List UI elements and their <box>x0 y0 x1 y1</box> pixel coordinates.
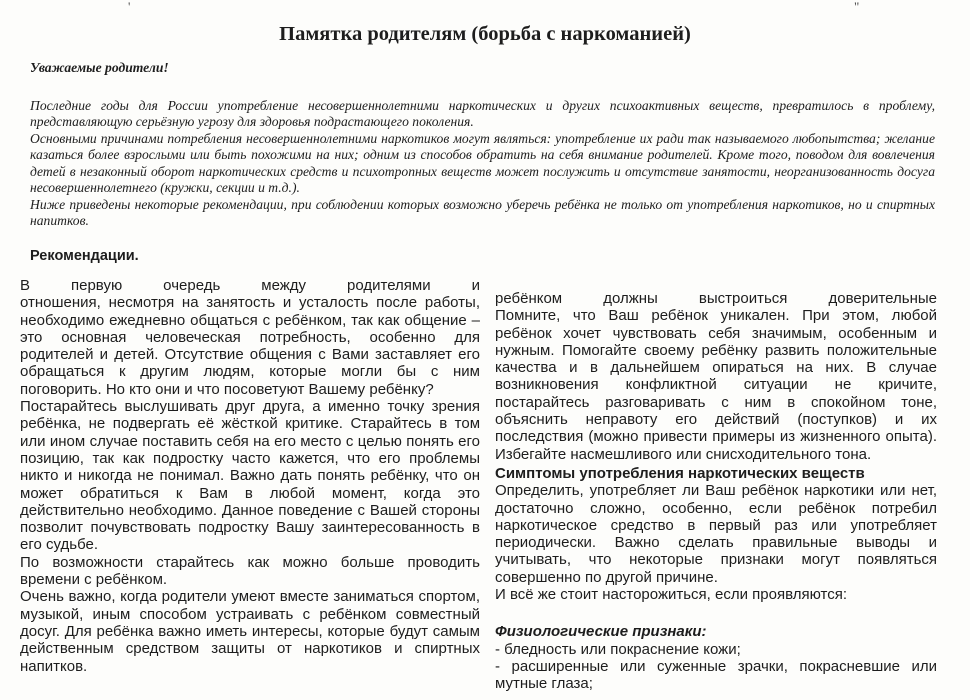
page-title: Памятка родителям (борьба с наркоманией) <box>279 23 691 45</box>
right-column <box>495 290 937 693</box>
intro-paragraph: Основными причинами потребления несовершеннолетними наркотиков могут являться: употребление их ради так называемого любопытства; желание казаться более взрослыми или быть похожими на них; одним из способов обратить на себя внимание родителей. Кроме того, поводом для вовлечения детей в незаконный оборот наркотических средств и психотропных веществ может послужить и отсутствие занятости, неорганизованность досуга несовершеннолетнего (кружки, секции и т.д.). <box>30 130 935 195</box>
left-paragraph: Очень важно, когда родители умеют вместе заниматься спортом, музыкой, иным способом устраивать с ребёнком совместный досуг. Для ребёнка важно иметь интересы, которые будут самым действенным средством защиты от наркотиков и спиртных напитков. <box>20 588 480 675</box>
alert-line: И всё же стоит насторожиться, если проявляются: <box>495 586 847 604</box>
corner-mark-left: ' <box>128 0 131 14</box>
left-paragraph: Постарайтесь выслушивать друг друга, а именно точку зрения ребёнка, не подвергать её жёсткой критике. Старайтесь в том или ином случае поставить себя на его место с целью понять его позицию, так как подростку часто кажется, что его проблемы никто и никогда не понимал. Важно дать понять ребёнку, что он может обратиться к Вам в любой момент, когда это действительно необходимо. Данное поведение с Вашей стороны позволит почувствовать подростку Вашу заинтересованность в его судьбе. <box>20 398 480 554</box>
left-lead-line: В первую очередь между родителями и <box>20 277 480 294</box>
recommendations-heading: Рекомендации. <box>30 248 139 264</box>
greeting: Уважаемые родители! <box>30 60 169 75</box>
corner-mark-right: " <box>854 0 860 14</box>
symptoms-paragraph: Определить, употребляет ли Ваш ребёнок наркотики или нет, достаточно сложно, особенно, если ребёнок потребил наркотическое средство в первый раз или употребляет периодически. Важно сделать правильные выводы и учитывать, что некоторые признаки могут появляться совершенно по другой причине. <box>495 482 937 586</box>
symptoms-heading: Симптомы употребления наркотических веществ <box>495 464 865 482</box>
left-paragraph: отношения, несмотря на занятость и усталость после работы, необходимо ежедневно общаться с ребёнком, так как общение – это основная человеческая потребность, особенно для родителей и детей. Отсутствие общения с Вами заставляет его обращаться к другим людям, которые могли бы с ним поговорить. Но кто они и что посоветуют Вашему ребёнку? <box>20 294 480 398</box>
right-lead-line: ребёнком должны выстроиться доверительные <box>495 290 937 307</box>
intro-section <box>30 60 935 230</box>
right-paragraph: Помните, что Ваш ребёнок уникален. При этом, любой ребёнок хочет чувствовать себя значимым, особенным и нужным. Помогайте своему ребёнку развить положительные качества и в дальнейшем опираться на них. В случае возникновения конфликтной ситуации не кричите, постарайтесь разговаривать с ним в спокойном тоне, объяснить неправоту его действий (поступков) и их последствия (можно привести примеры из жизненного опыта). Избегайте насмешливого или снисходительного тона. <box>495 307 937 463</box>
left-paragraph: По возможности старайтесь как можно больше проводить времени с ребёнком. <box>20 553 480 589</box>
left-column <box>20 277 480 675</box>
physio-item: - бледность или покраснение кожи; <box>495 640 741 658</box>
physio-item: - расширенные или суженные зрачки, покрасневшие или мутные глаза; <box>495 657 937 693</box>
physio-heading: Физиологические признаки: <box>495 623 707 641</box>
intro-paragraph: Последние годы для России употребление несовершеннолетними наркотических и других психоактивных веществ, превратилось в проблему, представляющую серьёзную угрозу для здоровья подрастающего поколения. <box>30 97 935 129</box>
intro-paragraph: Ниже приведены некоторые рекомендации, при соблюдении которых возможно уберечь ребёнка не только от употребления наркотиков, но и спиртных напитков. <box>30 196 935 228</box>
